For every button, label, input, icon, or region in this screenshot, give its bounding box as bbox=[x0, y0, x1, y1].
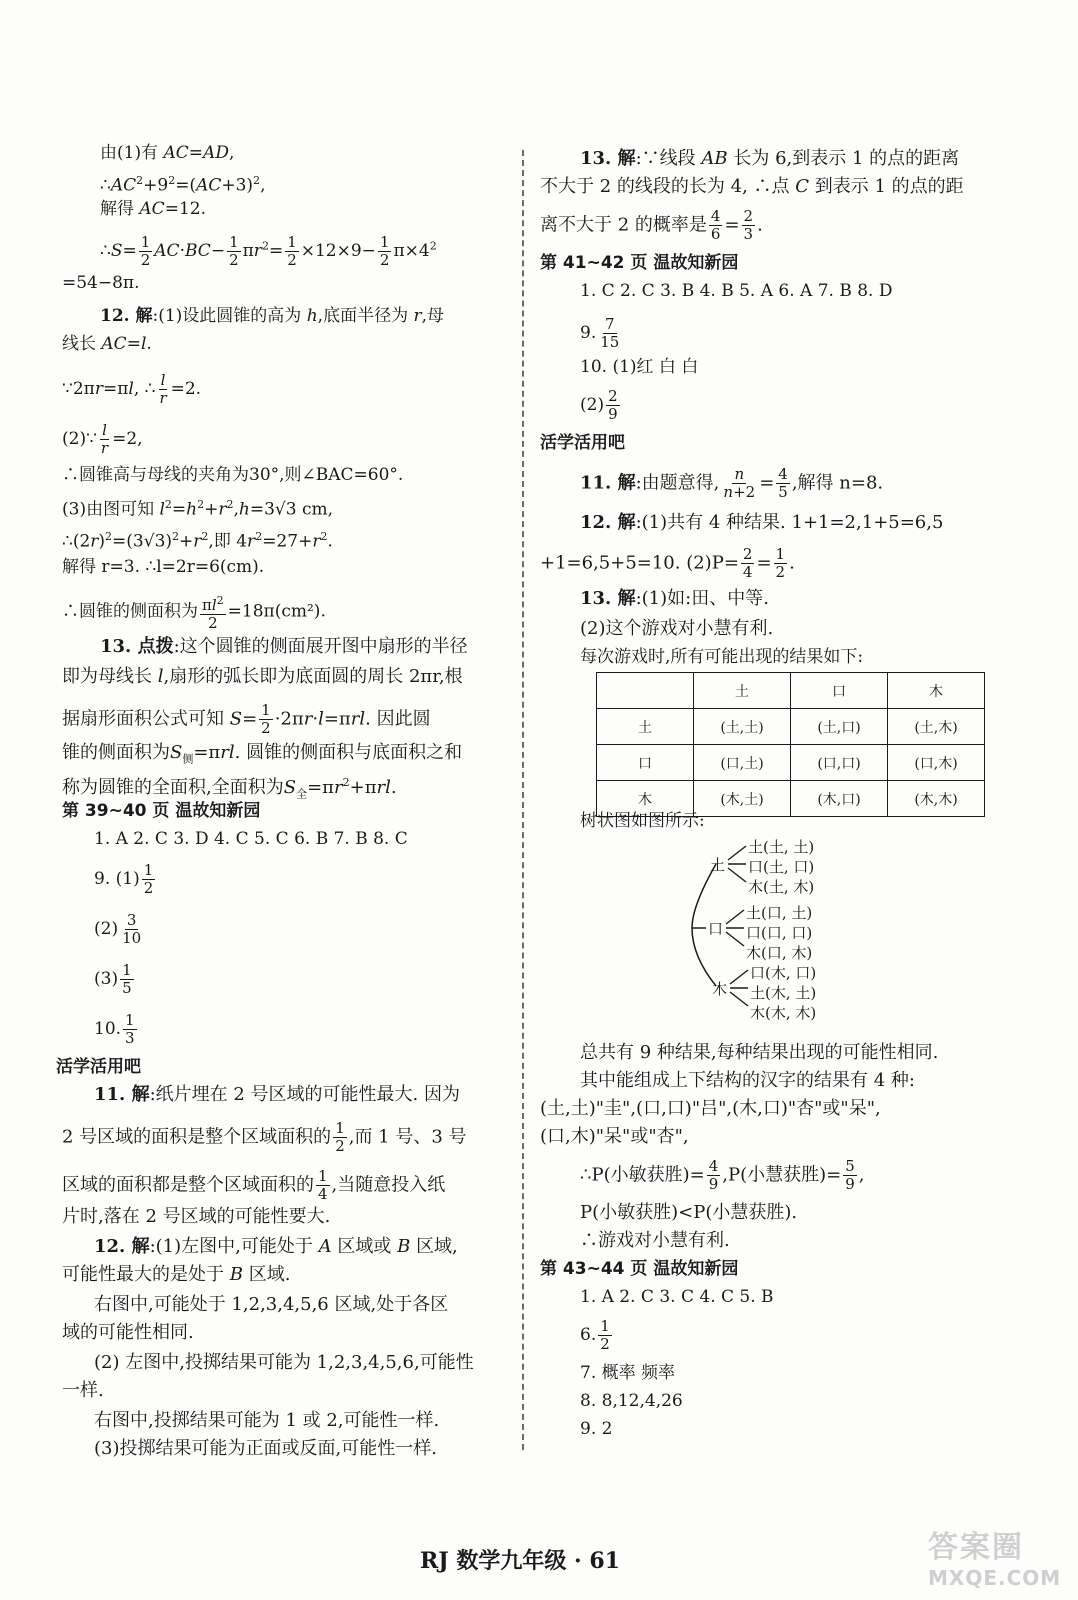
watermark-logo bbox=[928, 1522, 1068, 1588]
question-12: 12. 解:(1)设此圆锥的高为 h,底面半径为 r,母 bbox=[100, 306, 445, 326]
text-line: ∴圆锥高与母线的夹角为30°,则∠BAC=60°. bbox=[62, 465, 404, 485]
question-12b: 12. 解:(1)左图中,可能处于 A 区域或 B 区域, bbox=[94, 1236, 458, 1257]
text-line: (口,木)"呆"或"杏", bbox=[540, 1126, 689, 1147]
text-line: 一样. bbox=[62, 1380, 104, 1401]
table-cell: (口,木) bbox=[888, 745, 985, 781]
results-table bbox=[596, 672, 985, 817]
answer-10-2: (2) $\frac{2}{9}$ bbox=[580, 387, 618, 423]
text-line: 由(1)有 AC=AD, bbox=[100, 143, 235, 163]
table-cell: (土,木) bbox=[888, 709, 985, 745]
text-line: 解得 r=3. ∴l=2r=6(cm). bbox=[62, 557, 265, 577]
logo-text: 答案圈 bbox=[928, 1530, 1024, 1565]
text-line: ∴游戏对小慧有利. bbox=[580, 1230, 730, 1251]
text-line: =54−8π. bbox=[62, 273, 140, 293]
tree-leaf: 口(口, 口) bbox=[746, 924, 813, 942]
question-11: 11. 解:纸片埋在 2 号区域的可能性最大. 因为 bbox=[94, 1084, 460, 1105]
tree-root: 口 bbox=[708, 920, 724, 938]
answer-line: 1. A 2. C 3. C 4. C 5. B bbox=[580, 1287, 774, 1307]
table-cell: (木,口) bbox=[791, 781, 888, 817]
text-line: 即为母线长 l,扇形的弧长即为底面圆的周长 2πr,根 bbox=[62, 666, 463, 687]
answer-8: 8. 8,12,4,26 bbox=[580, 1391, 683, 1411]
answer-9-2: (2) $\frac{3}{10}$ bbox=[94, 911, 142, 947]
tree-leaf: 土(土, 土) bbox=[748, 838, 815, 856]
tree-leaf: 口(木, 口) bbox=[750, 964, 817, 982]
page-footer: RJ 数学九年级 · 61 bbox=[420, 1548, 620, 1574]
answer-10: 10. $\frac{1}{3}$ bbox=[94, 1011, 135, 1047]
text-line: 可能性最大的是处于 B 区域. bbox=[62, 1264, 291, 1285]
answer-6: 6. $\frac{1}{2}$ bbox=[580, 1317, 610, 1353]
tree-caption: 树状图如图所示: bbox=[580, 811, 705, 831]
table-cell: (木,土) bbox=[694, 781, 791, 817]
answer-9: 9. (1) $\frac{1}{2}$ bbox=[94, 861, 154, 897]
section-title-39-40: 第 39~40 页 温故知新园 bbox=[62, 801, 261, 821]
text-line: 其中能组成上下结构的汉字的结果有 4 种: bbox=[580, 1070, 915, 1091]
question-13b: 13. 解:(1)如:田、中等. bbox=[580, 588, 769, 609]
formula-line: 2 号区域的面积是整个区域面积的 $\frac{1}{2}$ ,而 1 号、3 号 bbox=[62, 1119, 467, 1155]
question-13-hint: 13. 点拨:这个圆锥的侧面展开图中扇形的半径 bbox=[100, 636, 468, 657]
answer-line: 1. A 2. C 3. D 4. C 5. C 6. B 7. B 8. C bbox=[94, 829, 408, 849]
answer-10: 10. (1)红 白 白 bbox=[580, 357, 699, 377]
answer-line: 1. C 2. C 3. B 4. B 5. A 6. A 7. B 8. D bbox=[580, 281, 893, 301]
text-line: 每次游戏时,所有可能出现的结果如下: bbox=[580, 647, 864, 667]
tree-leaf: 木(土, 木) bbox=[748, 878, 815, 896]
tree-leaf: 木(口, 木) bbox=[746, 944, 813, 962]
answer-9-3: (3) $\frac{1}{5}$ bbox=[94, 961, 132, 997]
table-cell bbox=[597, 673, 694, 709]
formula-line: 区域的面积都是整个区域面积的 $\frac{1}{4}$ ,当随意投入纸 bbox=[62, 1167, 446, 1203]
formula-line: 称为圆锥的全面积,全面积为$S_全=\pi r^2+\pi rl$. bbox=[62, 776, 397, 801]
text-line: (2) 左图中,投掷结果可能为 1,2,3,4,5,6,可能性 bbox=[94, 1352, 474, 1373]
tree-leaf: 土(木, 土) bbox=[750, 984, 817, 1002]
formula-line: (2)∵ $\frac{l}{r}$ =2, bbox=[62, 421, 143, 457]
formula-line: ∴P(小敏获胜)= $\frac{4}{9}$ ,P(小慧获胜)= $\frac{5}{9}$ , bbox=[580, 1157, 865, 1193]
text-line: (2)这个游戏对小慧有利. bbox=[580, 618, 774, 639]
text-line: 不大于 2 的线段的长为 4, ∴点 C 到表示 1 的点的距 bbox=[540, 176, 964, 197]
logo-url: MXQE.COM bbox=[928, 1566, 1062, 1590]
table-cell: 口 bbox=[597, 745, 694, 781]
section-title-41-42: 第 41~42 页 温故知新园 bbox=[540, 253, 739, 273]
tree-leaf: 木(木, 木) bbox=[750, 1004, 817, 1022]
formula-line: ∴圆锥的侧面积为 $\frac{\pi l^2}{2}$ =18π(cm²). bbox=[62, 594, 326, 632]
table-row bbox=[597, 709, 985, 745]
table-cell: (口,口) bbox=[791, 745, 888, 781]
text-line: (3)投掷结果可能为正面或反面,可能性一样. bbox=[94, 1438, 437, 1459]
formula-line: ∵2πr=πl, ∴ $\frac{l}{r}$ =2. bbox=[62, 371, 202, 407]
question-12: 12. 解:(1)共有 4 种结果. 1+1=2,1+5=6,5 bbox=[580, 512, 944, 533]
text-line: 域的可能性相同. bbox=[62, 1322, 194, 1343]
table-cell: (土,口) bbox=[791, 709, 888, 745]
formula-line: ∴S= $\frac{1}{2}$ AC·BC− $\frac{1}{2}$ $\pi r^2=$ $\frac{1}{2}$ ×12×9− $\frac{1}{2}$ $\pi\times 4^2$ bbox=[100, 233, 437, 269]
table-cell: 木 bbox=[597, 781, 694, 817]
table-header-row bbox=[597, 673, 985, 709]
formula-line: (3)由图可知 $l^2=h^2+r^2,h=3√3$ cm, bbox=[62, 498, 334, 520]
table-cell: 土 bbox=[694, 673, 791, 709]
answer-9: 9. 2 bbox=[580, 1419, 613, 1439]
text-line: 解得 AC=12. bbox=[100, 199, 206, 219]
table-cell: 口 bbox=[791, 673, 888, 709]
text-line: 右图中,可能处于 1,2,3,4,5,6 区域,处于各区 bbox=[94, 1294, 449, 1315]
answer-9: 9. $\frac{7}{15}$ bbox=[580, 315, 620, 351]
text-line: 总共有 9 种结果,每种结果出现的可能性相同. bbox=[580, 1042, 939, 1063]
section-title-43-44: 第 43~44 页 温故知新园 bbox=[540, 1259, 739, 1279]
formula-line: 据扇形面积公式可知 S= $\frac{1}{2}$ ·2πr·l=πrl. 因此圆 bbox=[62, 701, 431, 737]
section-huoxue: 活学活用吧 bbox=[540, 433, 625, 453]
answer-7: 7. 概率 频率 bbox=[580, 1363, 676, 1383]
table-cell: (口,土) bbox=[694, 745, 791, 781]
table-cell: 土 bbox=[597, 709, 694, 745]
formula-line: $\therefore(2r)^2=(3√3)^2+r^2$,即 $4r^2=27+r^2$. bbox=[62, 530, 333, 552]
tree-leaf: 土(口, 土) bbox=[746, 904, 813, 922]
text-line: 片时,落在 2 号区域的可能性要大. bbox=[62, 1206, 331, 1227]
question-13: 13. 解:∵线段 AB 长为 6,到表示 1 的点的距离 bbox=[580, 148, 960, 169]
table-cell: (木,木) bbox=[888, 781, 985, 817]
table-row bbox=[597, 745, 985, 781]
table-cell: 木 bbox=[888, 673, 985, 709]
formula-line: 离不大于 2 的概率是 $\frac{4}{6}$ = $\frac{2}{3}$ . bbox=[540, 207, 763, 243]
text-line: $\therefore AC^2+9^2=(AC+3)^2$, bbox=[100, 174, 266, 196]
text-line: (土,土)"圭",(口,口)"吕",(木,口)"杏"或"呆", bbox=[540, 1098, 881, 1119]
text-line: P(小敏获胜)<P(小慧获胜). bbox=[580, 1202, 798, 1223]
column-divider bbox=[522, 150, 524, 1450]
tree-root: 土 bbox=[710, 856, 726, 874]
tree-root: 木 bbox=[712, 980, 728, 998]
table-cell: (土,土) bbox=[694, 709, 791, 745]
formula-line: 锥的侧面积为$S_侧=\pi rl$. 圆锥的侧面积与底面积之和 bbox=[62, 742, 463, 766]
tree-leaf: 口(土, 口) bbox=[748, 858, 815, 876]
question-11: 11. 解:由题意得, $\frac{n}{n+2}$ = $\frac{4}{5}$ ,解得 n=8. bbox=[580, 465, 884, 501]
text-line: 线长 AC=l. bbox=[62, 334, 152, 354]
formula-line: +1=6,5+5=10. (2)P= $\frac{2}{4}$ = $\frac{1}{2}$ . bbox=[540, 545, 795, 581]
section-huoxue: 活学活用吧 bbox=[56, 1057, 141, 1077]
text-line: 右图中,投掷结果可能为 1 或 2,可能性一样. bbox=[94, 1410, 440, 1431]
